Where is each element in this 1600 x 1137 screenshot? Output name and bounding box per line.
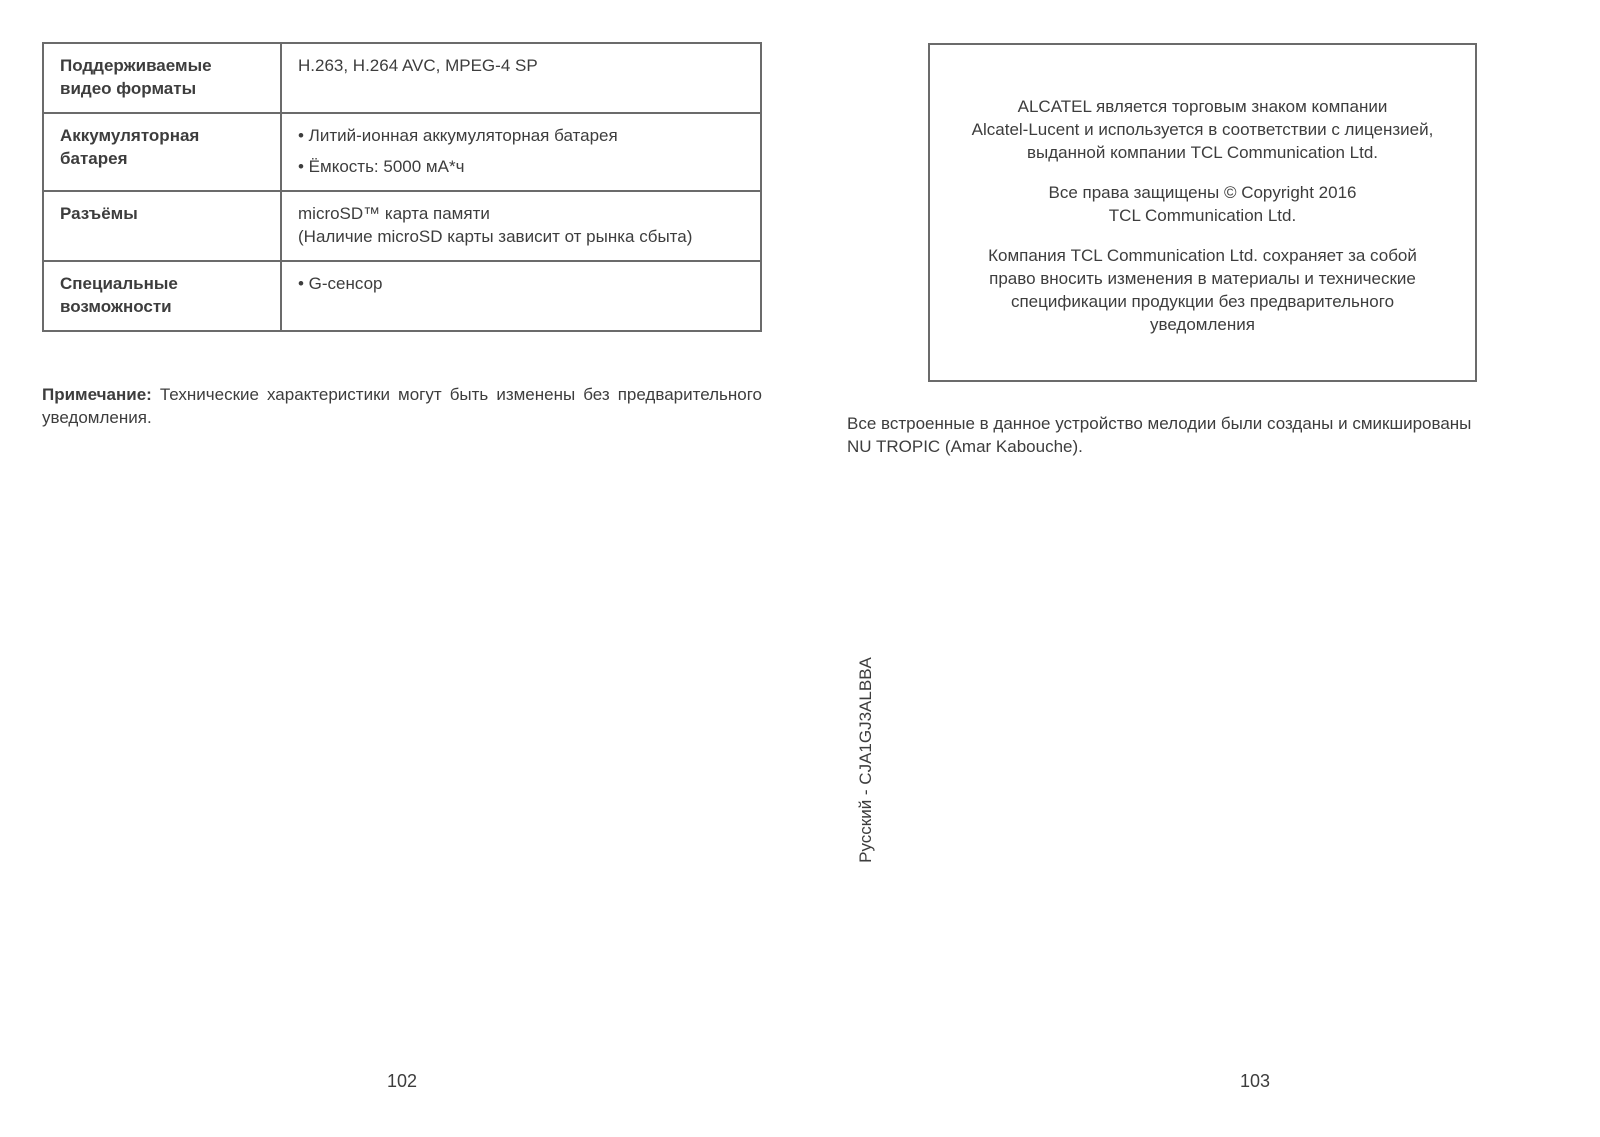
trademark-paragraph: ALCATEL является торговым знаком компании Alcatel-Lucent и используется в соответствии с лицензией, выданной компании TCL Communication Ltd. [971,97,1434,162]
spec-value-battery [281,113,761,191]
table-row [43,261,761,331]
copyright-paragraph: Все права защищены © Copyright 2016 TCL Communication Ltd. [1048,183,1357,225]
page-number-right: 103 [1239,1071,1271,1091]
spec-label-connectors: Разъёмы [43,191,281,261]
rights-reserved-paragraph: Компания TCL Communication Ltd. сохраняет за собой право вносить изменения в материалы и технические спецификации продукции без предварительного уведомления [988,246,1417,334]
table-row [43,191,761,261]
note-label: Примечание: [42,385,152,404]
spec-label-battery: Аккумуляторная батарея [43,113,281,191]
battery-capacity: • Ёмкость: 5000 мА*ч [298,157,465,176]
table-row [43,113,761,191]
spec-value-special-features: • G-сенсор [281,261,761,331]
spec-value-connectors: microSD™ карта памяти (Наличие microSD карты зависит от рынка сбыта) [281,191,761,261]
page-number-left: 102 [386,1071,418,1091]
melody-credits: Все встроенные в данное устройство мелодии были созданы и смикшированы NU TROPIC (Amar Kabouche). [847,414,1472,456]
specifications-table [42,42,762,332]
spec-label-special-features: Специальные возможности [43,261,281,331]
table-row [43,43,761,113]
battery-type: • Литий-ионная аккумуляторная батарея [298,126,618,145]
note-text: Технические характеристики могут быть изменены без предварительного уведомления. [42,385,762,427]
right-page [800,0,1600,1137]
spec-label-video-formats: Поддерживаемые видео форматы [43,43,281,113]
document-code-vertical: Русский - CJA1GJ3ALBBA [856,657,875,863]
legal-notice-box [928,43,1477,382]
spec-value-video-formats: H.263, H.264 AVC, MPEG-4 SP [281,43,761,113]
specifications-note [42,383,762,429]
